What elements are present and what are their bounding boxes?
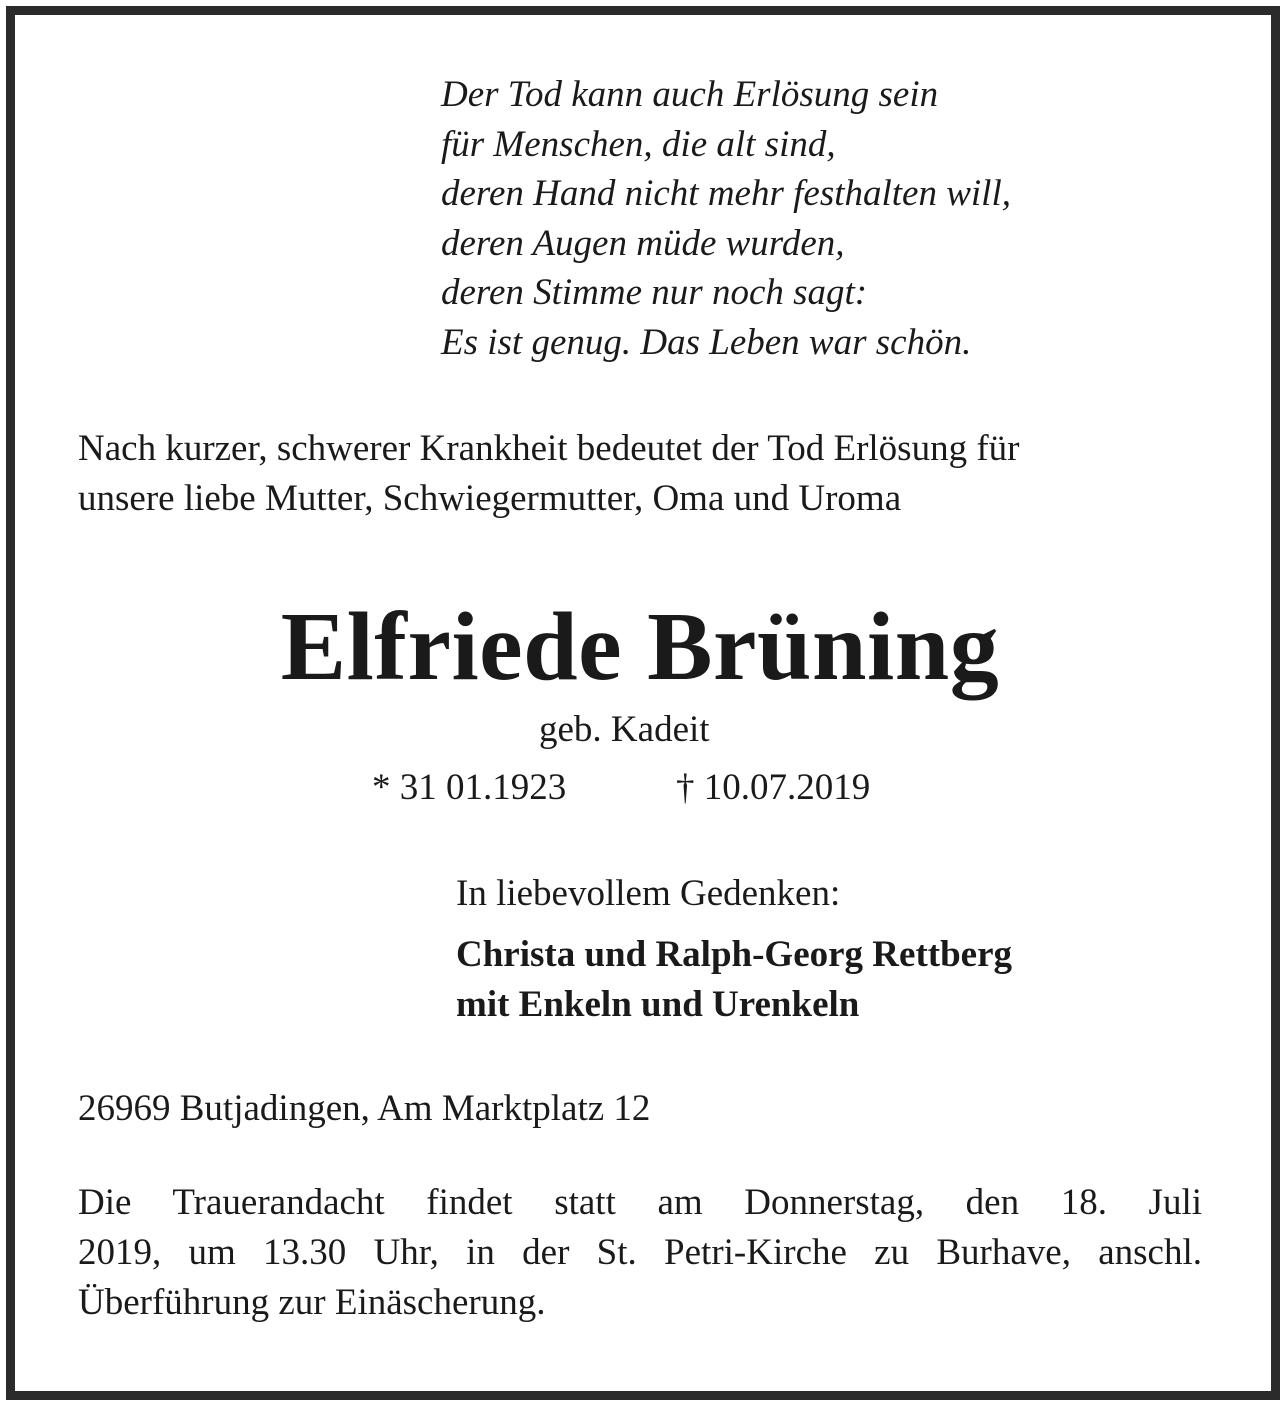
mourners [456,930,1012,1030]
intro-line: Nach kurzer, schwerer Krankheit bedeutet der Tod Erlösung für [78,428,1020,469]
birth-date: * 31 01.1923 [372,767,567,808]
service-line: Die Trauerandacht findet statt am Donnerstag, den 18. Juli [78,1182,1202,1223]
memory-heading: In liebevollem Gedenken: [456,873,841,914]
mourner-line: mit Enkeln und Urenkeln [456,984,860,1025]
service-line: 2019, um 13.30 Uhr, in der St. Petri-Kirche zu Burhave, anschl. [78,1232,1202,1273]
deceased-name: Elfriede Brüning [280,593,1000,701]
intro-line: unsere liebe Mutter, Schwiegermutter, Oma und Uroma [78,478,902,519]
service-line: Überführung zur Einäscherung. [78,1282,546,1323]
poem-line: deren Augen müde wurden, [441,222,845,264]
poem [441,70,1011,367]
poem-line: deren Stimme nur noch sagt: [441,272,868,313]
address: 26969 Butjadingen, Am Marktplatz 12 [78,1088,651,1129]
poem-line: Es ist genug. Das Leben war schön. [441,321,972,363]
intro-text [78,424,1203,524]
poem-line: Der Tod kann auch Erlösung sein [441,74,939,115]
maiden-name: geb. Kadeit [539,709,710,750]
poem-line: deren Hand nicht mehr festhalten will, [441,173,1011,214]
mourner-line: Christa und Ralph-Georg Rettberg [456,934,1013,975]
death-date: † 10.07.2019 [676,767,871,808]
poem-line: für Menschen, die alt sind, [441,123,836,165]
service-info [78,1178,1202,1328]
